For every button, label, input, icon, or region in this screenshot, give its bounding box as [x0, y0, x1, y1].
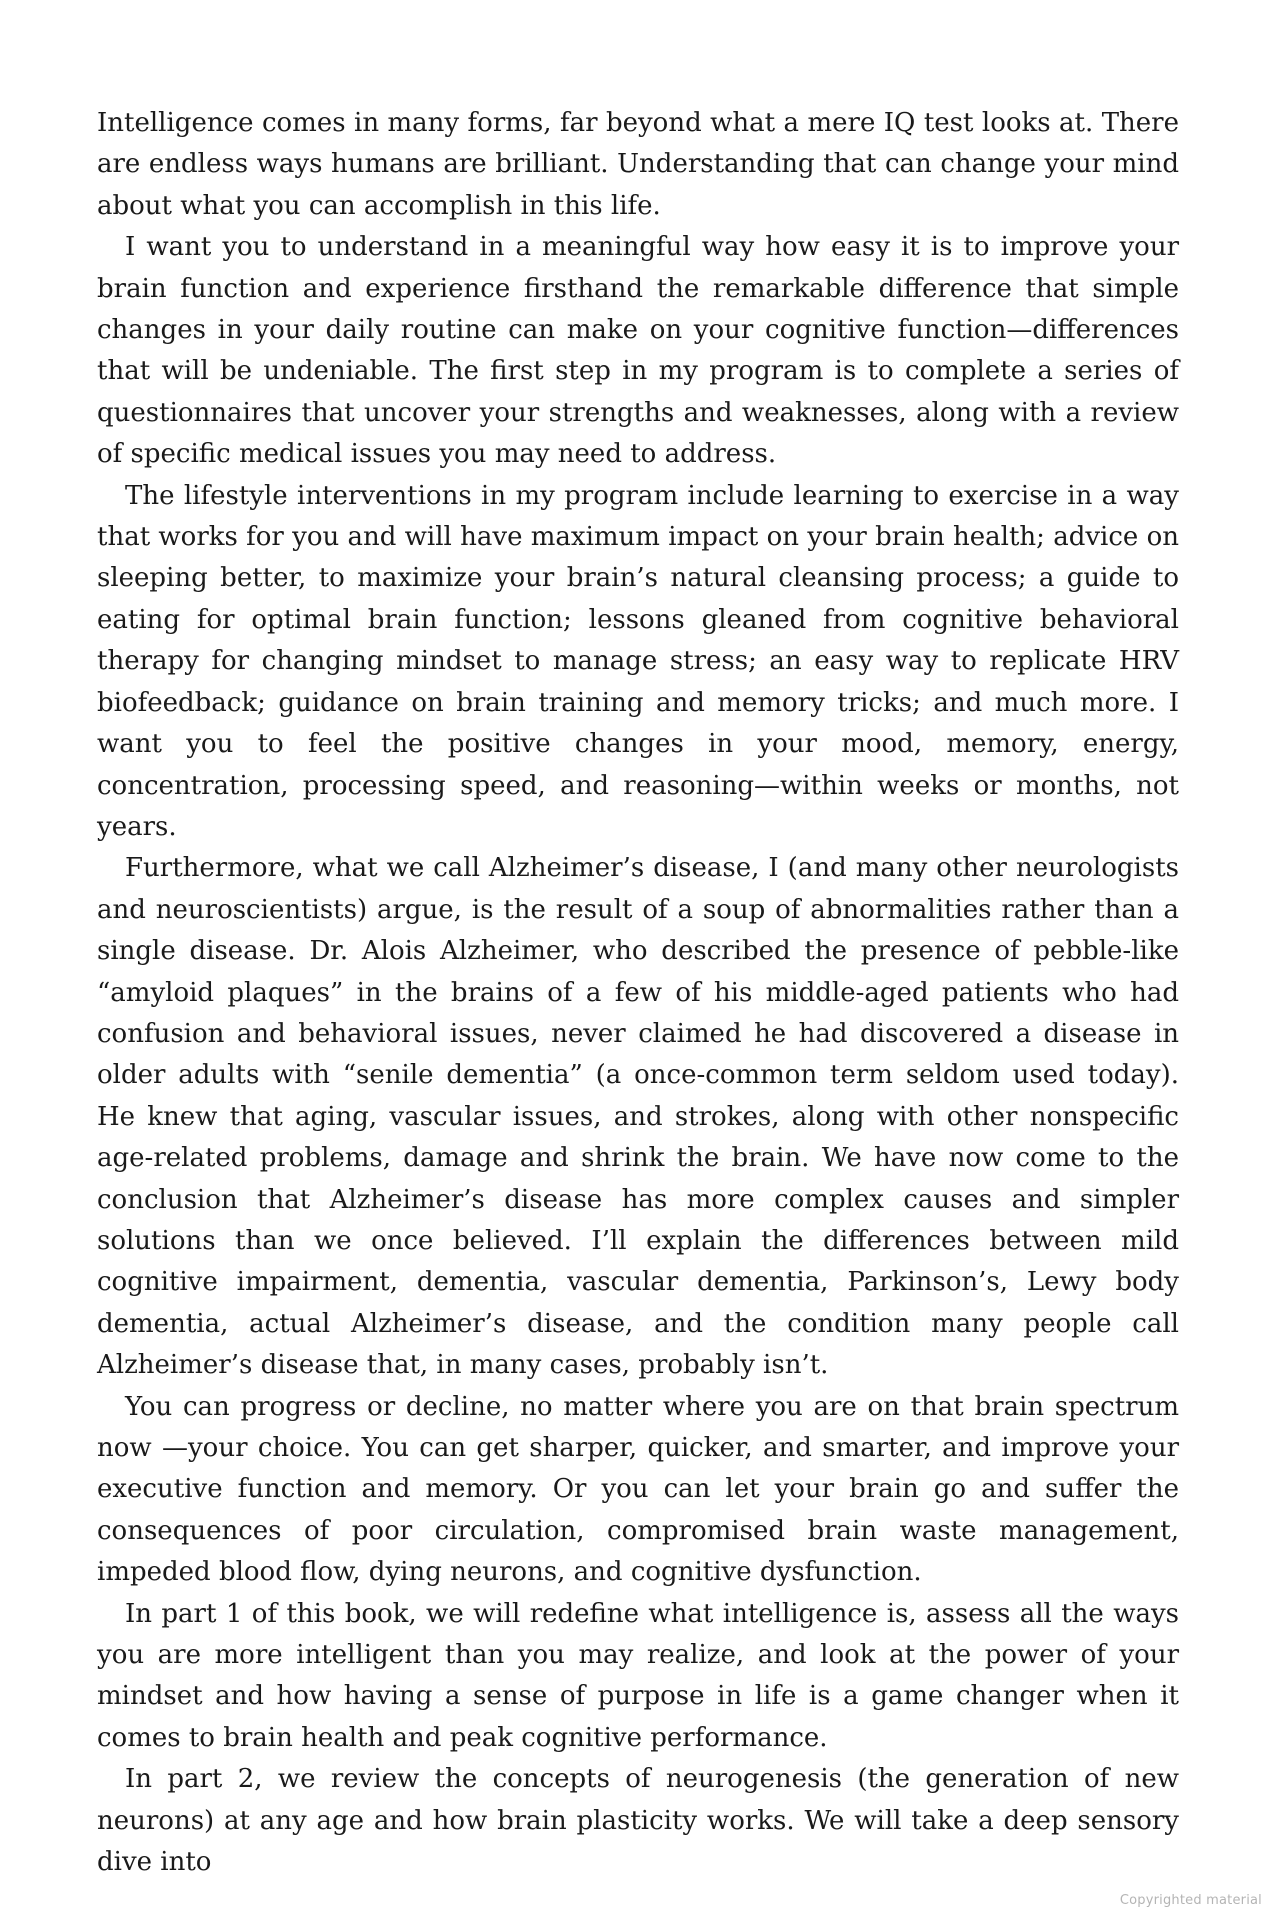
- copyright-watermark: Copyrighted material: [1119, 1893, 1262, 1908]
- paragraph-lifestyle-interventions: The lifestyle interventions in my program include learning to exercise in a way that works for you and will have maximum impact on your brain health; advice on sleeping better, to maximize your brain’s natural cleansing process; a guide to eating for optimal brain function; lessons gleaned from cognitive behavioral therapy for changing mindset to manage stress; an easy way to replicate HRV biofeedback; guidance on brain training and memory tricks; and much more. I want you to feel the positive changes in your mood, memory, energy, concentration, processing speed, and reasoning—within weeks or months, not years.: [97, 480, 1179, 842]
- book-page-body: [97, 103, 1179, 1883]
- paragraph-improve-brain-function: I want you to understand in a meaningful way how easy it is to improve your brain function and experience firsthand the remarkable difference that simple changes in your daily routine can make on your cognitive function—differences that will be undeniable. The first step in my program is to complete a series of questionnaires that uncover your strengths and weaknesses, along with a review of specific medical issues you may need to address.: [97, 232, 1179, 470]
- paragraph-progress-or-decline: You can progress or decline, no matter where you are on that brain spectrum now —your choice. You can get sharper, quicker, and smarter, and improve your executive function and memory. Or you can let your brain go and suffer the consequences of poor circulation, compromised brain waste management, impeded blood flow, dying neurons, and cognitive dysfunction.: [97, 1391, 1179, 1588]
- paragraph-part-1: In part 1 of this book, we will redefine what intelligence is, assess all the ways you are more intelligent than you may realize, and look at the power of your mindset and how having a sense of purpose in life is a game changer when it comes to brain health and peak cognitive performance.: [97, 1598, 1179, 1753]
- paragraph-intelligence-forms: Intelligence comes in many forms, far beyond what a mere IQ test looks at. There are endless ways humans are brilliant. Understanding that can change your mind about what you can accomplish in this life.: [97, 108, 1179, 221]
- paragraph-alzheimers-disease: Furthermore, what we call Alzheimer’s disease, I (and many other neurologists and neuroscientists) argue, is the result of a soup of abnormalities rather than a single disease. Dr. Alois Alzheimer, who described the presence of pebble-like “amyloid plaques” in the brains of a few of his middle-aged patients who had confusion and behavioral issues, never claimed he had discovered a disease in older adults with “senile dementia” (a once-common term seldom used today). He knew that aging, vascular issues, and strokes, along with other nonspecific age-related problems, damage and shrink the brain. We have now come to the conclusion that Alzheimer’s disease has more complex causes and simpler solutions than we once believed. I’ll explain the differences between mild cognitive impairment, dementia, vascular dementia, Parkinson’s, Lewy body dementia, actual Alzheimer’s disease, and the condition many people call Alzheimer’s disease that, in many cases, probably isn’t.: [97, 853, 1179, 1381]
- paragraph-part-2: In part 2, we review the concepts of neurogenesis (the generation of new neurons) at any age and how brain plasticity works. We will take a deep sensory dive into: [97, 1764, 1179, 1878]
